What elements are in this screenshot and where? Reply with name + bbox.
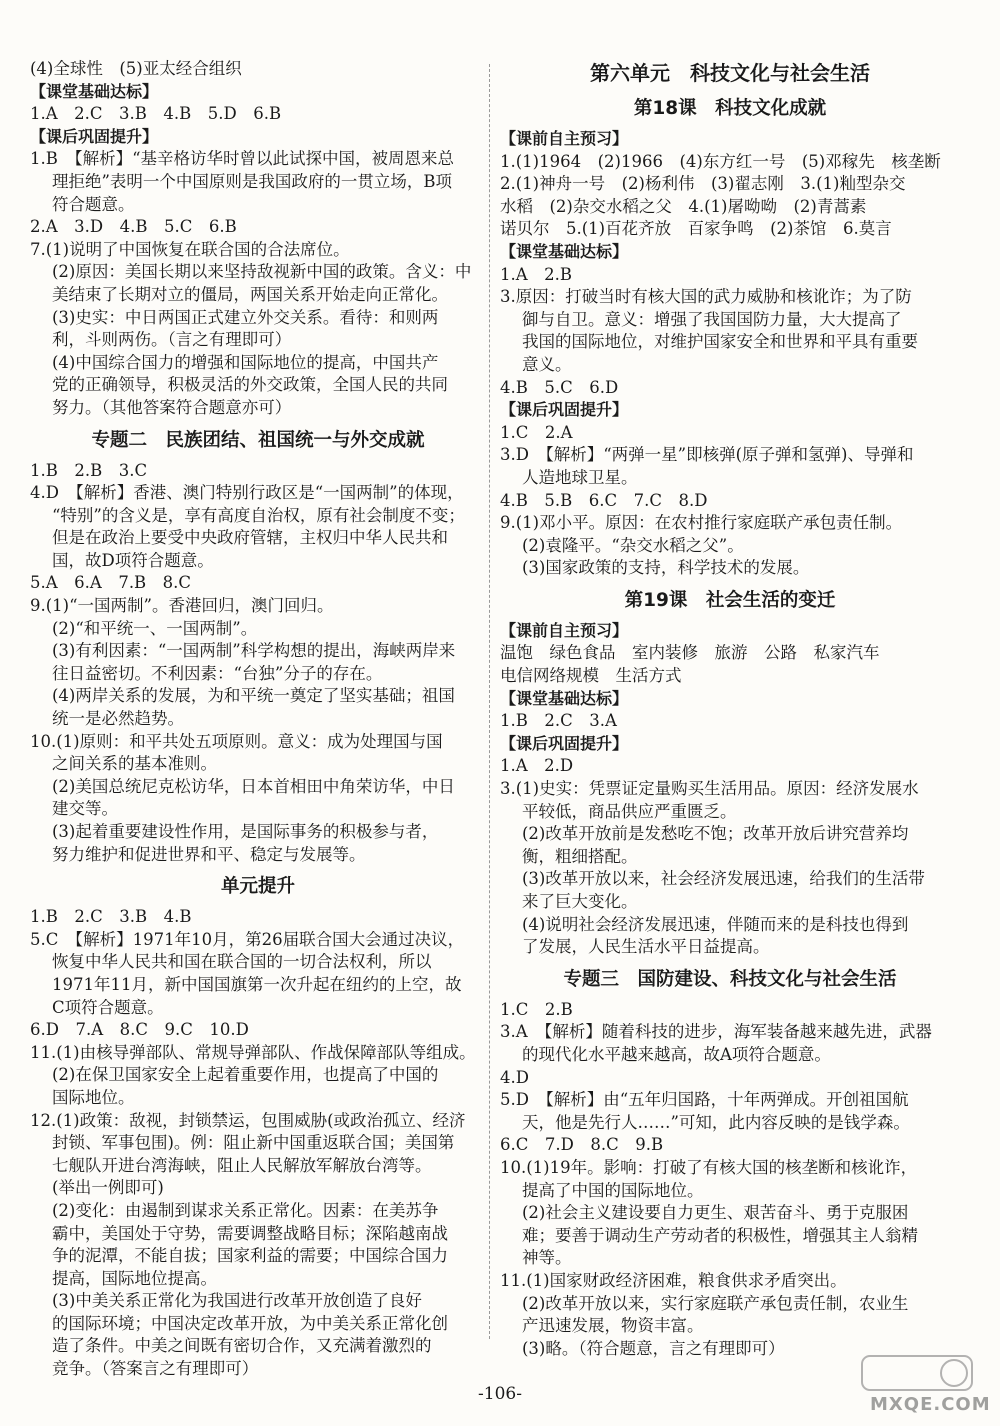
answer-line: (2)社会主义建设要自力更生、艰苦奋斗、勇于克服困 [522, 1203, 909, 1223]
answer-line: (3)略。（符合题意，言之有理即可） [522, 1338, 785, 1358]
answer-line: (2)美国总统尼克松访华，日本首相田中角荣访华，中日 [52, 776, 455, 796]
answer-line: 难；要善于调动生产劳动者的积极性，增强其主人翁精 [522, 1225, 918, 1245]
answer-line: 电信网络规模 生活方式 [500, 666, 682, 686]
answer-line: 10.(1)原则：和平共处五项原则。意义：成为处理国与国 [30, 731, 443, 751]
answer-line: (2)原因：美国长期以来坚持敌视新中国的政策。含义：中 [52, 262, 472, 282]
answer-line: 3.(1)史实：凭票证定量购买生活用品。原因：经济发展水 [500, 779, 919, 799]
answer-line: (2)在保卫国家安全上起着重要作用，也提高了中国的 [52, 1065, 439, 1085]
answer-line: 但是在政治上要受中央政府管辖，主权归中华人民共和 [52, 528, 448, 548]
answer-line: 建交等。 [52, 799, 118, 819]
answer-line: 9.(1)邓小平。原因：在农村推行家庭联产承包责任制。 [500, 513, 903, 533]
answer-line: (3)有利因素：“一国两制”科学构想的提出，海峡两岸来 [52, 641, 456, 661]
answer-line: 了发展，人民生活水平日益提高。 [522, 937, 770, 957]
answer-line: 温饱 绿色食品 室内装修 旅游 公路 私家汽车 [500, 643, 880, 663]
answer-line: 1.(1)1964 (2)1966 (4)东方红一号 (5)邓稼先 核垄断 [500, 151, 941, 171]
answer-line: 造了条件。中美之间既有密切合作，又充满着激烈的 [52, 1336, 432, 1356]
section-heading: 第19课 社会生活的变迁 [624, 589, 836, 611]
section-heading: 第18课 科技文化成就 [633, 98, 827, 119]
watermark-logo [832, 1354, 991, 1418]
watermark-text: MXQE.COM [870, 1394, 991, 1415]
answer-line: 努力维护和促进世界和平、稳定与发展等。 [52, 844, 366, 864]
answer-line: (4)两岸关系的发展，为和平统一奠定了坚实基础；祖国 [52, 686, 455, 706]
answer-line: 提高了中国的国际地位。 [522, 1180, 704, 1200]
right-column [500, 58, 960, 1360]
answer-line: (2)袁隆平。“杂交水稻之父”。 [522, 535, 744, 555]
page-number: -106- [478, 1384, 522, 1404]
answer-line: 10.(1)19年。影响：打破了有核大国的核垄断和核讹诈， [500, 1157, 918, 1177]
answer-line: (3)中美关系正常化为我国进行改革开放创造了良好 [52, 1291, 422, 1311]
answer-line: 符合题意。 [52, 194, 135, 214]
answer-line: 往日益密切。不利因素：“台独”分子的存在。 [52, 663, 383, 683]
answer-line: 6.C 7.D 8.C 9.B [500, 1135, 664, 1155]
answer-line: 封锁、军事包围)。例：阻止新中国重返联合国；美国第 [52, 1133, 455, 1153]
answer-line: 统一是必然趋势。 [52, 709, 184, 729]
answer-line: 1.A 2.B [500, 264, 573, 284]
answer-line: 利，斗则两伤。（言之有理即可） [52, 330, 292, 350]
answer-line: (3)国家政策的支持，科学技术的发展。 [522, 558, 810, 578]
answer-line: (举出一例即可) [52, 1178, 164, 1198]
answer-line: 水稻 (2)杂交水稻之父 4.(1)屠呦呦 (2)青蒿素 [500, 196, 867, 216]
answer-line: 之间关系的基本准则。 [52, 754, 217, 774]
answer-line: 11.(1)由核导弹部队、常规导弹部队、作战保障部队等组成。 [30, 1042, 476, 1062]
answer-line: 国际地位。 [52, 1087, 135, 1107]
answer-line: 5.A 6.A 7.B 8.C [30, 573, 192, 593]
answer-line: 诺贝尔 5.(1)百花齐放 百家争鸣 (2)茶馆 6.莫言 [500, 219, 892, 239]
answer-line: (2)改革开放前是发愁吃不饱；改革开放后讲究营养均 [522, 824, 909, 844]
answer-line: 4.B 5.B 6.C 7.C 8.D [500, 490, 708, 510]
answer-line: 5.C 【解析】1971年10月，第26届联合国大会通过决议， [30, 929, 465, 949]
answer-line: 1.B 2.C 3.A [500, 711, 617, 731]
answer-line: 神等。 [522, 1248, 572, 1268]
answer-line: 御与自卫。意义：增强了我国国防力量，大大提高了 [522, 309, 902, 329]
answer-line: 1.B 【解析】“基辛格访华时曾以此试探中国，被周恩来总 [30, 149, 455, 169]
answer-line: 7.(1)说明了中国恢复在联合国的合法席位。 [30, 239, 350, 259]
answer-line: 3.原因：打破当时有核大国的武力威胁和核讹诈；为了防 [500, 287, 912, 307]
section-label: 【课后巩固提升】 [30, 126, 159, 146]
answer-line: 4.D 【解析】香港、澳门特别行政区是“一国两制”的体现， [30, 483, 464, 503]
answer-line: (4)中国综合国力的增强和国际地位的提高，中国共产 [52, 352, 439, 372]
answer-line: (3)改革开放以来，社会经济发展迅速，给我们的生活带 [522, 869, 925, 889]
answer-line: (3)起着重要建设性作用，是国际事务的积极参与者， [52, 822, 439, 841]
section-heading: 专题三 国防建设、科技文化与社会生活 [563, 968, 897, 990]
answer-line: 国，故D项符合题意。 [52, 550, 214, 570]
answer-line: 4.D [500, 1067, 529, 1087]
answer-line: 美结束了长期对立的僵局，两国关系开始走向正常化。 [52, 284, 448, 304]
answer-line: 恢复中华人民共和国在联合国的一切合法权利，所以 [52, 952, 432, 972]
column-divider [489, 64, 490, 1339]
answer-line: 1.C 2.B [500, 999, 573, 1019]
answer-line: “特别”的含义是，享有高度自治权，原有社会制度不变； [52, 505, 465, 525]
answer-line: 11.(1)国家财政经济困难，粮食供求矛盾突出。 [500, 1270, 847, 1290]
section-heading: 专题二 民族团结、祖国统一与外交成就 [91, 429, 425, 451]
answer-line: 争的泥潭，不能自拔；国家利益的需要；中国综合国力 [52, 1246, 448, 1266]
section-label: 【课堂基础达标】 [30, 81, 159, 101]
answer-line: (4)全球性 (5)亚太经合组织 [30, 59, 242, 78]
answer-line: (2)改革开放以来，实行家庭联产承包责任制，农业生 [522, 1293, 909, 1313]
section-label: 【课堂基础达标】 [500, 688, 629, 708]
section-heading: 单元提升 [220, 876, 295, 898]
answer-line: 1.A 2.C 3.B 4.B 5.D 6.B [30, 104, 282, 124]
left-column [30, 58, 486, 1381]
answer-line: 1.A 2.D [500, 756, 574, 776]
answer-line: 1.C 2.A [500, 422, 573, 442]
answer-line: 1.B 2.B 3.C [30, 460, 148, 480]
answer-line: 提高，国际地位提高。 [52, 1268, 217, 1288]
answer-line: 6.D 7.A 8.C 9.C 10.D [30, 1020, 249, 1040]
answer-line: 的国际环境；中国决定改革开放，为中美关系正常化创 [52, 1313, 448, 1333]
answer-line: 人造地球卫星。 [522, 467, 638, 487]
answer-line: 理拒绝”表明一个中国原则是我国政府的一贯立场，B项 [52, 171, 453, 191]
answer-line: 竞争。（答案言之有理即可） [52, 1359, 259, 1379]
answer-line: 2.A 3.D 4.B 5.C 6.B [30, 217, 237, 237]
answer-line: 的现代化水平越来越高，故A项符合题意。 [522, 1044, 831, 1064]
answer-line: 9.(1)“一国两制”。香港回归，澳门回归。 [30, 596, 334, 616]
answer-line: 3.D 【解析】“两弹一星”即核弹(原子弹和氢弹)、导弹和 [500, 445, 914, 465]
answer-line: 天，他是先行人……”可知，此内容反映的是钱学森。 [522, 1112, 910, 1132]
answer-line: 12.(1)政策：敌视，封锁禁运，包围威胁(或政治孤立、经济 [30, 1110, 466, 1130]
answer-line: 平较低，商品供应严重匮乏。 [522, 801, 737, 821]
section-label: 【课堂基础达标】 [500, 241, 629, 261]
section-heading: 第六单元 科技文化与社会生活 [590, 61, 870, 85]
answer-line: 霸中，美国处于守势，需要调整战略目标；深陷越南战 [52, 1223, 448, 1243]
section-label: 【课后巩固提升】 [500, 733, 629, 753]
section-label: 【课后巩固提升】 [500, 400, 629, 420]
answer-line: (3)史实：中日两国正式建立外交关系。看待：和则两 [52, 307, 439, 327]
answer-line: 2.(1)神舟一号 (2)杨利伟 (3)翟志刚 3.(1)籼型杂交 [500, 174, 906, 194]
answer-line: 努力。（其他答案符合题意亦可） [52, 397, 292, 417]
answer-line: 衡，粗细搭配。 [522, 846, 638, 866]
answer-line: 1.B 2.C 3.B 4.B [30, 907, 192, 927]
answer-line: (2)变化：由遏制到谋求关系正常化。因素：在美苏争 [52, 1200, 439, 1220]
answer-line: 3.A 【解析】随着科技的进步，海军装备越来越先进，武器 [500, 1022, 932, 1042]
answer-line: C项符合题意。 [52, 997, 164, 1017]
answer-line: 意义。 [522, 354, 572, 374]
answer-line: 5.D 【解析】由“五年归国路，十年两弹成。开创祖国航 [500, 1090, 909, 1110]
answer-line: 七舰队开进台湾海峡，阻止人民解放军解放台湾等。 [52, 1155, 432, 1175]
section-label: 【课前自主预习】 [500, 620, 629, 640]
answer-line: 产迅速发展，物资丰富。 [522, 1316, 704, 1336]
answer-line: 党的正确领导，积极灵活的外交政策，全国人民的共同 [52, 375, 448, 395]
answer-line: 1971年11月，新中国国旗第一次升起在纽约的上空，故 [52, 974, 462, 994]
answer-line: 我国的国际地位，对维护国家安全和世界和平具有重要 [522, 332, 918, 352]
answer-line: 来了巨大变化。 [522, 892, 638, 911]
section-label: 【课前自主预习】 [500, 129, 629, 148]
answer-line: 4.B 5.C 6.D [500, 377, 619, 397]
answer-line: (4)说明社会经济发展迅速，伴随而来的是科技也得到 [522, 914, 909, 934]
answer-line: (2)“和平统一、一国两制”。 [52, 618, 258, 638]
